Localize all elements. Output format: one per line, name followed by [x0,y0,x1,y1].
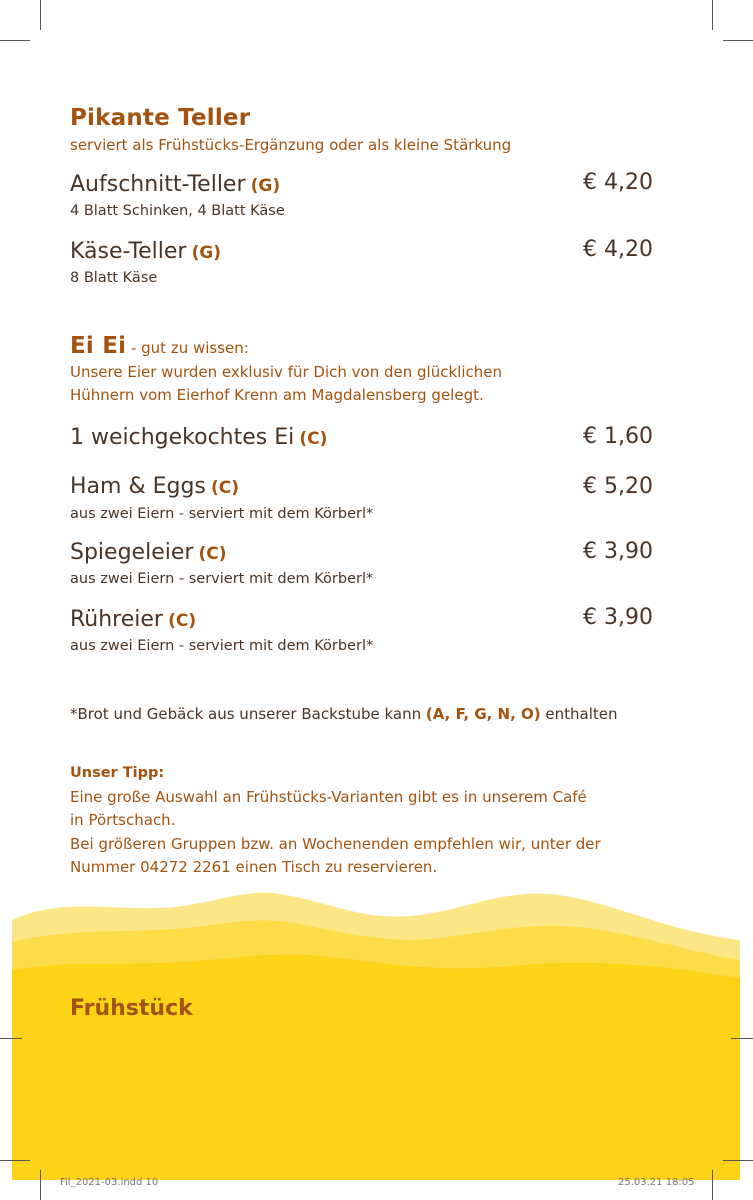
allergen-code: (C) [299,429,328,449]
note-text-end: enthalten [540,705,618,723]
tipp-text: Nummer 04272 2261 einen Tisch zu reservieren. [70,858,438,876]
item-name: Spiegeleier [70,540,194,565]
tipp-text: Bei größeren Gruppen bzw. an Wochenenden empfehlen wir, unter der [70,835,601,853]
crop-mark [731,1038,753,1039]
allergen-code: (G) [250,176,281,196]
crop-mark [40,1170,41,1200]
tipp-text: Eine große Auswahl an Frühstücks-Varianten gibt es in unserem Café [70,788,587,806]
item-price: € 4,20 [583,170,653,195]
crop-mark [0,1160,30,1161]
item-name: Ham & Eggs [70,474,206,499]
crop-mark [40,0,41,30]
page-section-label: Frühstück [70,996,193,1021]
tipp-text: in Pörtschach. [70,811,176,829]
yellow-wave-background [0,880,753,1200]
crop-mark [723,40,753,41]
menu-item [70,607,196,632]
item-name: 1 weichgekochtes Ei [70,425,295,450]
section-title-pikante: Pikante Teller [70,105,251,131]
item-name: Käse-Teller [70,239,187,264]
item-price: € 3,90 [583,605,653,630]
crop-mark [712,0,713,30]
item-price: € 5,20 [583,474,653,499]
note-allergens: (A, F, G, N, O) [425,705,541,723]
item-description: aus zwei Eiern - serviert mit dem Körberl* [70,506,374,522]
allergen-code: (C) [198,544,227,564]
item-description: 4 Blatt Schinken, 4 Blatt Käse [70,203,285,219]
menu-item [70,540,227,565]
allergen-code: (C) [168,611,197,631]
menu-item [70,172,280,197]
section-title-eiei [70,333,249,360]
wave-main [12,955,740,1180]
item-price: € 3,90 [583,539,653,564]
menu-item [70,239,221,264]
print-slug-left: Fil_2021-03.indd 10 [60,1177,159,1188]
section-subtitle-pikante: serviert als Frühstücks-Ergänzung oder als kleine Stärkung [70,136,512,154]
section-intro: Hühnern vom Eierhof Krenn am Magdalensberg gelegt. [70,386,484,404]
section-intro: Unsere Eier wurden exklusiv für Dich von den glücklichen [70,363,502,381]
item-price: € 4,20 [583,237,653,262]
note-text: *Brot und Gebäck aus unserer Backstube kann [70,705,426,723]
allergen-note [70,705,618,723]
item-description: 8 Blatt Käse [70,270,158,286]
allergen-code: (G) [191,243,222,263]
allergen-code: (C) [210,478,239,498]
crop-mark [723,1160,753,1161]
menu-item [70,474,239,499]
section-title: Ei Ei [70,333,127,359]
menu-item [70,425,327,450]
item-name: Rühreier [70,607,163,632]
item-description: aus zwei Eiern - serviert mit dem Körberl* [70,638,374,654]
item-name: Aufschnitt-Teller [70,172,246,197]
crop-mark [712,1170,713,1200]
tipp-title: Unser Tipp: [70,765,165,781]
crop-mark [0,40,30,41]
print-slug-right: 25.03.21 18:05 [618,1177,695,1188]
item-price: € 1,60 [583,424,653,449]
crop-mark [0,1038,22,1039]
item-description: aus zwei Eiern - serviert mit dem Körberl* [70,571,374,587]
section-title-suffix: - gut zu wissen: [126,339,249,357]
